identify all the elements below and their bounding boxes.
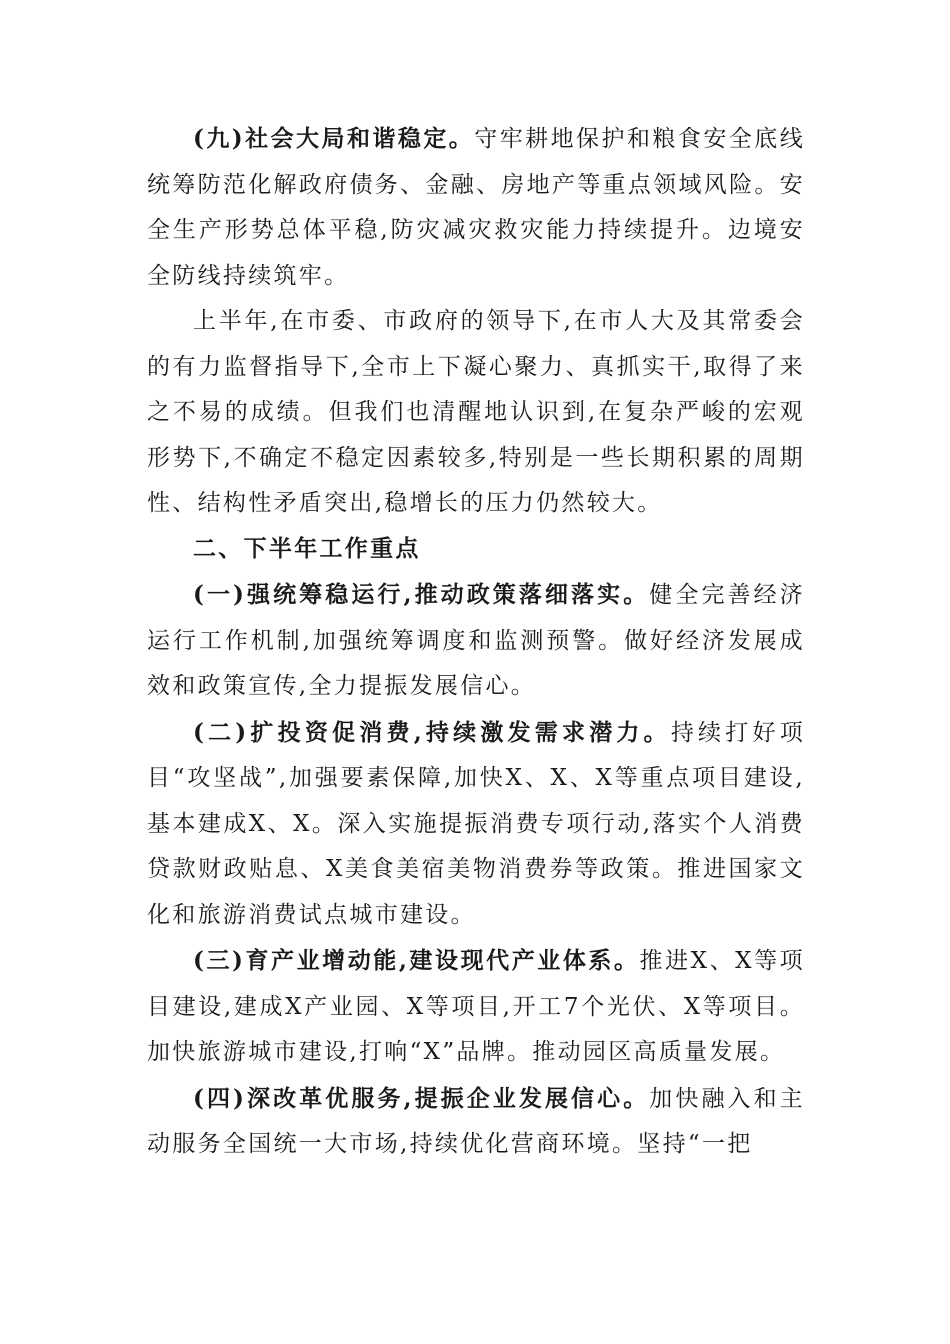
paragraph-text: 持续打好项目“攻坚战”,加强要素保障,加快X、X、X等重点项目建设,基本建成X、X。深入实施提振消费专项行动,落实个人消费贷款财政贴息、X美食美宿美物消费券等政策。推进国家文化和旅游消费试点城市建设。 [147, 719, 805, 928]
paragraph-text: 推进X、X等项目建设,建成X产业园、X等项目,开工7个光伏、X等项目。加快旅游城市建设,打响“X”品牌。推动园区高质量发展。 [147, 948, 805, 1065]
paragraph-lead: (九)社会大局和谐稳定。 [193, 125, 475, 152]
paragraph-lead: (四)深改革优服务,提振企业发展信心。 [193, 1084, 650, 1112]
paragraph-item-1 [147, 572, 805, 710]
paragraph-first-half-summary [147, 299, 805, 527]
paragraph-text: 守牢耕地保护和粮食安全底线统筹防范化解政府债务、金融、房地产等重点领域风险。安全生产形势总体平稳,防灾减灾救灾能力持续提升。边境安全防线持续筑牢。 [147, 126, 805, 289]
paragraph-item-3 [147, 938, 805, 1076]
paragraph-text: 加快融入和主动服务全国统一大市场,持续优化营商环境。坚持“一把 [147, 1085, 805, 1157]
document-body [147, 116, 805, 1168]
paragraph-lead: (二)扩投资促消费,持续激发需求潜力。 [193, 718, 671, 746]
paragraph-item-2 [147, 710, 805, 939]
paragraph-lead: (三)育产业增动能,建设现代产业体系。 [193, 947, 640, 974]
paragraph-item-4 [147, 1076, 805, 1168]
paragraph-lead: (一)强统筹稳运行,推动政策落细落实。 [193, 581, 650, 608]
section-heading: 二、下半年工作重点 [193, 535, 421, 562]
paragraph-social-stability [147, 116, 805, 299]
paragraph-text: 上半年,在市委、市政府的领导下,在市人大及其常委会的有力监督指导下,全市上下凝心聚力、真抓实干,取得了来之不易的成绩。但我们也清醒地认识到,在复杂严峻的宏观形势下,不确定不稳定因素较多,特别是一些长期积累的周期性、结构性矛盾突出,稳增长的压力仍然较大。 [147, 308, 805, 516]
paragraph-text: 健全完善经济运行工作机制,加强统筹调度和监测预警。做好经济发展成效和政策宣传,全力提振发展信心。 [147, 582, 805, 699]
